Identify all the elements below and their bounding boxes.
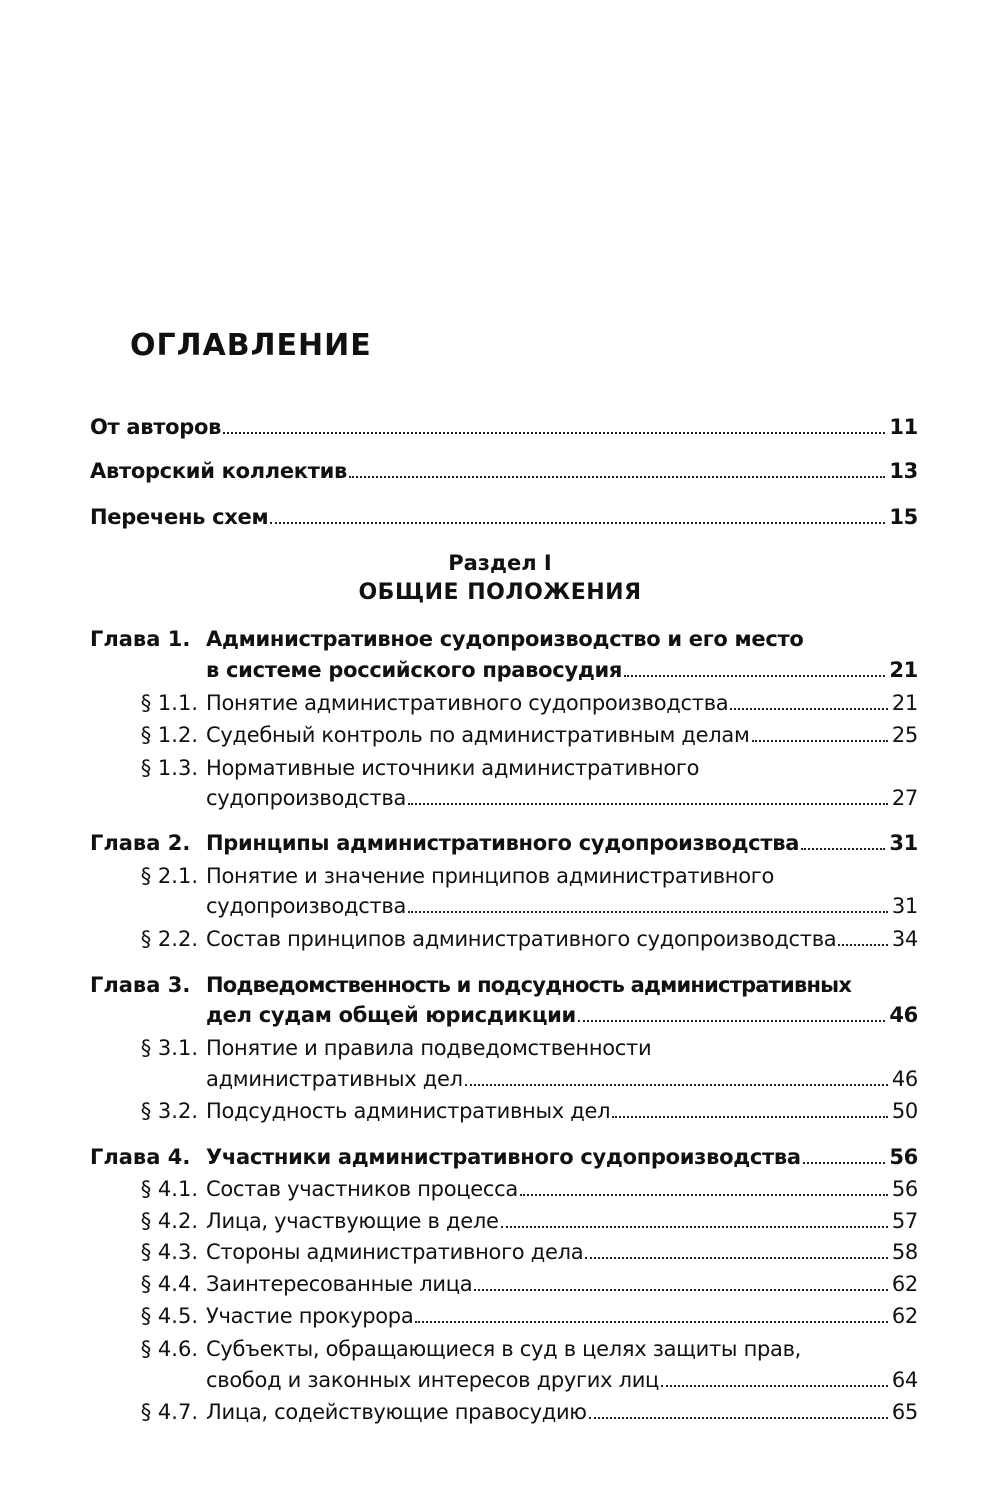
paragraph-row[interactable] bbox=[206, 1065, 918, 1093]
paragraph-title: Участие прокурора bbox=[206, 1304, 414, 1328]
chapter-title-row[interactable] bbox=[206, 829, 918, 857]
paragraph-row[interactable] bbox=[206, 892, 918, 920]
chapter-title-line[interactable]: Подведомственность и подсудность административных bbox=[206, 973, 852, 997]
paragraph-row[interactable] bbox=[206, 689, 918, 717]
chapter-number: Глава 4. bbox=[90, 1145, 191, 1169]
paragraph-number: § 4.7. bbox=[140, 1400, 198, 1424]
toc-page-number: 21 bbox=[889, 658, 918, 682]
dot-leader bbox=[578, 1020, 885, 1022]
toc-entry-label: От авторов bbox=[90, 415, 222, 439]
dot-leader bbox=[585, 1257, 888, 1259]
paragraph-title-line[interactable]: Субъекты, обращающиеся в суд в целях защиты прав, bbox=[206, 1337, 802, 1361]
chapter-title-row[interactable] bbox=[206, 1001, 918, 1029]
toc-page-number: 46 bbox=[891, 1067, 918, 1091]
chapter-number: Глава 3. bbox=[90, 973, 191, 997]
dot-leader bbox=[803, 1162, 886, 1164]
paragraph-title: Стороны административного дела bbox=[206, 1240, 584, 1264]
toc-page-number: 57 bbox=[891, 1209, 918, 1233]
toc-entry[interactable] bbox=[90, 413, 918, 441]
paragraph-title: Лица, содействующие правосудию bbox=[206, 1400, 587, 1424]
chapter-title-row[interactable] bbox=[206, 1143, 918, 1171]
paragraph-title-line[interactable]: Понятие и правила подведомственности bbox=[206, 1036, 652, 1060]
paragraph-title: Понятие административного судопроизводства bbox=[206, 691, 729, 715]
dot-leader bbox=[612, 1116, 888, 1118]
chapter-title-line: дел судам общей юрисдикции bbox=[206, 1003, 576, 1027]
dot-leader bbox=[520, 1194, 888, 1196]
paragraph-number: § 3.1. bbox=[140, 1036, 198, 1060]
paragraph-title: Состав участников процесса bbox=[206, 1177, 518, 1201]
paragraph-title: судопроизводства bbox=[206, 786, 407, 810]
dot-leader bbox=[624, 675, 885, 677]
toc-page-number: 65 bbox=[891, 1400, 918, 1424]
dot-leader bbox=[801, 848, 885, 850]
paragraph-number: § 1.3. bbox=[140, 756, 198, 780]
toc-page-number: 11 bbox=[889, 415, 918, 439]
dot-leader bbox=[408, 803, 888, 805]
dot-leader bbox=[270, 522, 885, 524]
dot-leader bbox=[838, 944, 887, 946]
paragraph-title: Заинтересованные лица bbox=[206, 1272, 473, 1296]
toc-page-number: 46 bbox=[889, 1003, 918, 1027]
toc-page-number: 62 bbox=[891, 1272, 918, 1296]
paragraph-row[interactable] bbox=[206, 1097, 918, 1125]
dot-leader bbox=[415, 1321, 887, 1323]
dot-leader bbox=[349, 476, 885, 478]
paragraph-number: § 4.6. bbox=[140, 1337, 198, 1361]
chapter-title: Принципы административного судопроизводства bbox=[206, 831, 800, 855]
paragraph-title-line[interactable]: Нормативные источники административного bbox=[206, 756, 700, 780]
toc-entry-label: Авторский коллектив bbox=[90, 459, 348, 483]
dot-leader bbox=[589, 1417, 888, 1419]
dot-leader bbox=[501, 1226, 888, 1228]
chapter-title-line: в системе российского правосудия bbox=[206, 658, 623, 682]
paragraph-number: § 1.2. bbox=[140, 723, 198, 747]
paragraph-number: § 4.5. bbox=[140, 1304, 198, 1328]
paragraph-number: § 3.2. bbox=[140, 1099, 198, 1123]
paragraph-title-line[interactable]: Понятие и значение принципов административного bbox=[206, 864, 775, 888]
toc-entry-label: Перечень схем bbox=[90, 505, 269, 529]
dot-leader bbox=[408, 911, 888, 913]
paragraph-number: § 2.2. bbox=[140, 927, 198, 951]
paragraph-row[interactable] bbox=[206, 1270, 918, 1298]
paragraph-number: § 4.1. bbox=[140, 1177, 198, 1201]
paragraph-number: § 4.3. bbox=[140, 1240, 198, 1264]
paragraph-row[interactable] bbox=[206, 1398, 918, 1426]
section-title: ОБЩИЕ ПОЛОЖЕНИЯ bbox=[358, 580, 642, 605]
toc-page-number: 62 bbox=[891, 1304, 918, 1328]
toc-page-number: 56 bbox=[891, 1177, 918, 1201]
toc-page-number: 31 bbox=[889, 831, 918, 855]
toc-page-number: 25 bbox=[891, 723, 918, 747]
toc-entry[interactable] bbox=[90, 503, 918, 531]
paragraph-title: Судебный контроль по административным делам bbox=[206, 723, 750, 747]
paragraph-number: § 1.1. bbox=[140, 691, 198, 715]
toc-page-number: 64 bbox=[891, 1368, 918, 1392]
toc-page-number: 56 bbox=[889, 1145, 918, 1169]
toc-page-number: 58 bbox=[891, 1240, 918, 1264]
paragraph-row[interactable] bbox=[206, 925, 918, 953]
paragraph-row[interactable] bbox=[206, 1238, 918, 1266]
dot-leader bbox=[474, 1289, 888, 1291]
paragraph-row[interactable] bbox=[206, 721, 918, 749]
toc-page-number: 31 bbox=[891, 894, 918, 918]
paragraph-row[interactable] bbox=[206, 1302, 918, 1330]
toc-page-number: 34 bbox=[891, 927, 918, 951]
chapter-number: Глава 2. bbox=[90, 831, 191, 855]
page-title: ОГЛАВЛЕНИЕ bbox=[130, 328, 372, 363]
chapter-title: Участники административного судопроизводства bbox=[206, 1145, 801, 1169]
dot-leader bbox=[661, 1385, 888, 1387]
paragraph-row[interactable] bbox=[206, 1175, 918, 1203]
chapter-number: Глава 1. bbox=[90, 627, 191, 651]
chapter-title-row[interactable] bbox=[206, 656, 918, 684]
paragraph-number: § 4.4. bbox=[140, 1272, 198, 1296]
section-label: Раздел I bbox=[448, 551, 552, 575]
paragraph-title: судопроизводства bbox=[206, 894, 407, 918]
paragraph-row[interactable] bbox=[206, 1207, 918, 1235]
dot-leader bbox=[465, 1084, 888, 1086]
paragraph-row[interactable] bbox=[206, 1366, 918, 1394]
paragraph-title: Подсудность административных дел bbox=[206, 1099, 611, 1123]
chapter-title-line[interactable]: Административное судопроизводство и его место bbox=[206, 627, 804, 651]
paragraph-title: свобод и законных интересов других лиц bbox=[206, 1368, 660, 1392]
paragraph-title: Лица, участвующие в деле bbox=[206, 1209, 499, 1233]
dot-leader bbox=[752, 740, 888, 742]
paragraph-row[interactable] bbox=[206, 784, 918, 812]
dot-leader bbox=[223, 432, 885, 434]
toc-page-number: 15 bbox=[889, 505, 918, 529]
toc-entry[interactable] bbox=[90, 457, 918, 485]
toc-page-number: 13 bbox=[889, 459, 918, 483]
paragraph-title: административных дел bbox=[206, 1067, 463, 1091]
toc-page-number: 21 bbox=[891, 691, 918, 715]
toc-page-number: 27 bbox=[891, 786, 918, 810]
paragraph-title: Состав принципов административного судопроизводства bbox=[206, 927, 837, 951]
paragraph-number: § 2.1. bbox=[140, 864, 198, 888]
toc-page-number: 50 bbox=[891, 1099, 918, 1123]
paragraph-number: § 4.2. bbox=[140, 1209, 198, 1233]
dot-leader bbox=[730, 708, 888, 710]
